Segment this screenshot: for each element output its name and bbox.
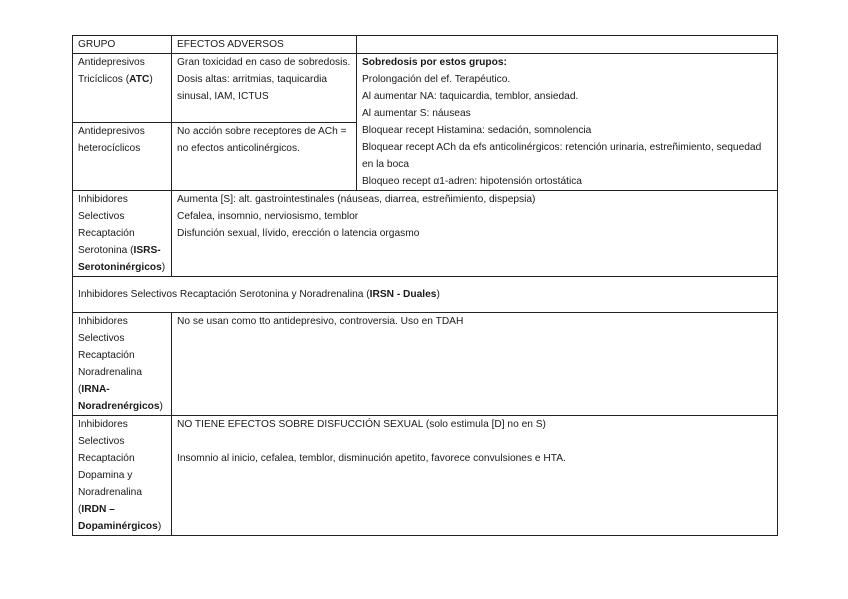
overdose-line: Bloqueo recept α1-adren: hipotensión ortostática — [362, 176, 582, 187]
header-efectos: EFECTOS ADVERSOS — [172, 36, 357, 54]
row-isrs — [73, 191, 778, 277]
row-atc — [73, 54, 778, 123]
effect-line: Dosis altas: arritmias, taquicardia sinusal, IAM, ICTUS — [177, 74, 328, 102]
overdose-line: Al aumentar S: náuseas — [362, 108, 471, 119]
effects-irna: No se usan como tto antidepresivo, controversia. Uso en TDAH — [172, 313, 778, 416]
header-row — [73, 36, 778, 54]
header-grupo: GRUPO — [73, 36, 172, 54]
overdose-line: Bloquear recept Histamina: sedación, somnolencia — [362, 125, 592, 136]
header-empty — [357, 36, 778, 54]
group-irna: Inhibidores Selectivos Recaptación Noradrenalina (IRNA-Noradrenérgicos) — [73, 313, 172, 416]
overdose-title: Sobredosis por estos grupos: — [362, 57, 507, 68]
effects-atc — [172, 54, 357, 123]
effects-isrs — [172, 191, 778, 277]
effect-line: Gran toxicidad en caso de sobredosis. — [177, 57, 351, 68]
antidepressant-side-effects-table — [72, 35, 778, 536]
row-irna — [73, 313, 778, 416]
row-irsn — [73, 277, 778, 313]
group-isrs: Inhibidores Selectivos Recaptación Serotonina (ISRS-Serotoninérgicos) — [73, 191, 172, 277]
effect-line: NO TIENE EFECTOS SOBRE DISFUCCIÓN SEXUAL (solo estimula [D] no en S) — [177, 419, 546, 430]
overdose-line: Prolongación del ef. Terapéutico. — [362, 74, 511, 85]
group-heterociclicos: Antidepresivos heterocíclicos — [73, 122, 172, 191]
overdose-cell — [357, 54, 778, 191]
effects-heterociclicos: No acción sobre receptores de ACh = no efectos anticolinérgicos. — [172, 122, 357, 191]
row-irdn — [73, 416, 778, 536]
irsn-cell: Inhibidores Selectivos Recaptación Serotonina y Noradrenalina (IRSN - Duales) — [73, 277, 778, 313]
group-atc: Antidepresivos Tricíclicos (ATC) — [73, 54, 172, 123]
effect-line: Cefalea, insomnio, nerviosismo, temblor — [177, 211, 359, 222]
overdose-line: Al aumentar NA: taquicardia, temblor, ansiedad. — [362, 91, 579, 102]
effect-line: Disfunción sexual, lívido, erección o latencia orgasmo — [177, 228, 420, 239]
overdose-line: Bloquear recept ACh da efs anticolinérgicos: retención urinaria, estreñimiento, sequedad en la boca — [362, 142, 762, 170]
effects-irdn — [172, 416, 778, 536]
group-irdn: Inhibidores Selectivos Recaptación Dopamina y Noradrenalina (IRDN – Dopaminérgicos) — [73, 416, 172, 536]
effect-line: Insomnio al inicio, cefalea, temblor, disminución apetito, favorece convulsiones e HTA. — [177, 453, 566, 464]
effect-line: Aumenta [S]: alt. gastrointestinales (náuseas, diarrea, estreñimiento, dispepsia) — [177, 194, 536, 205]
